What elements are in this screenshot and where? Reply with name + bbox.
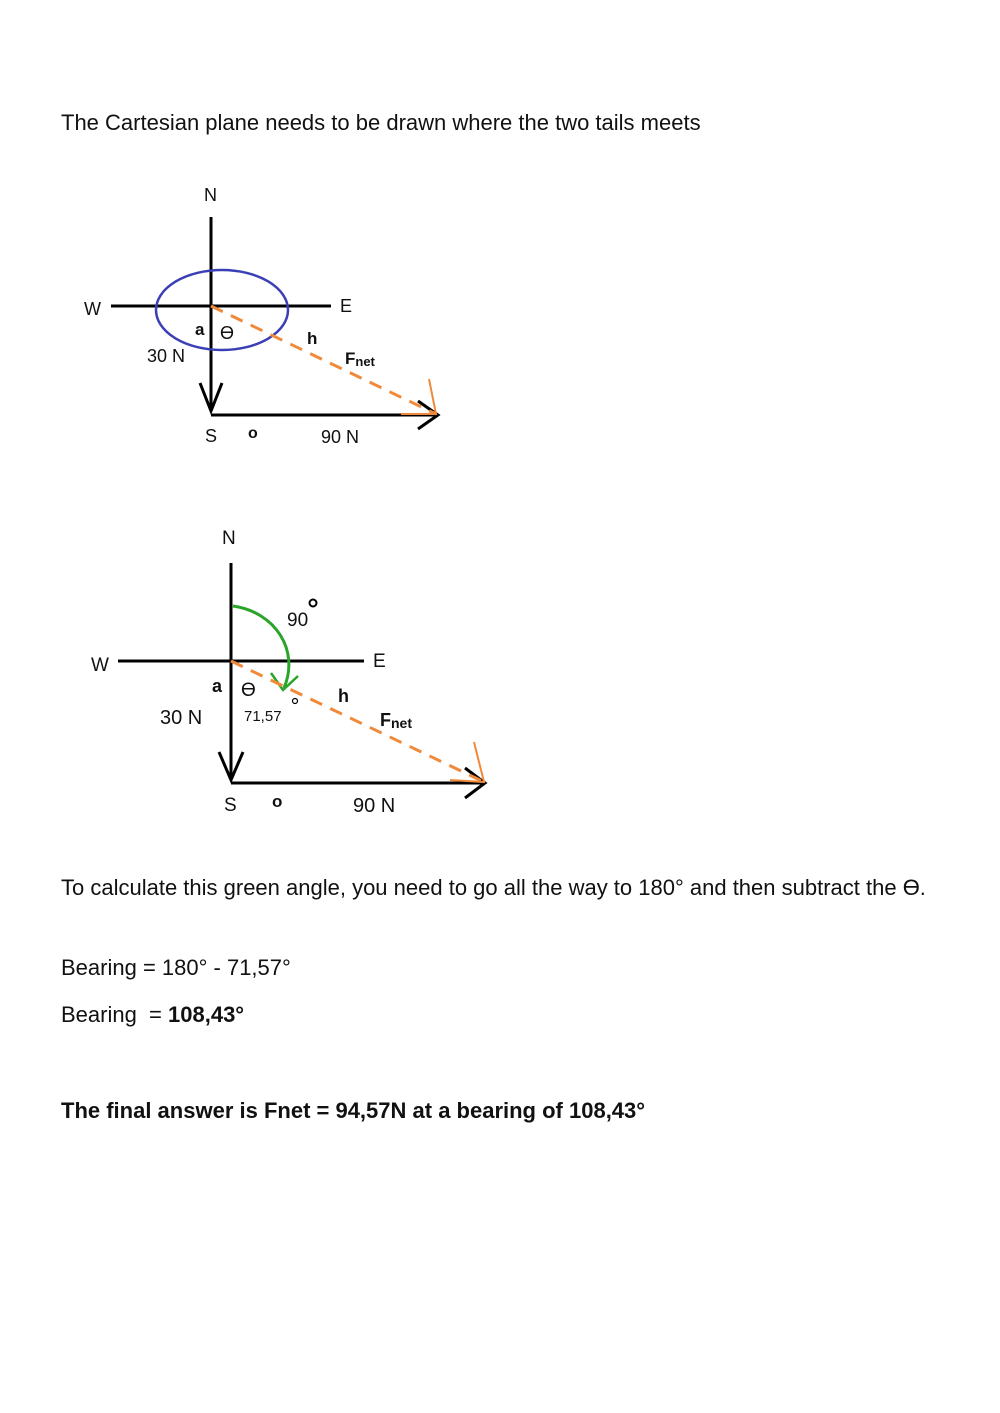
degree-mark-theta [293, 699, 298, 704]
diagram-2 [80, 520, 500, 830]
label-north: N [204, 185, 217, 205]
label-theta: ϴ [241, 680, 256, 701]
label-force-south: 30 N [147, 346, 186, 366]
label-hyp: h [307, 329, 318, 348]
label-angle-theta: 71,57 [244, 708, 282, 725]
resultant-vector [211, 306, 436, 414]
bearing-result-label: Bearing = [61, 1002, 169, 1027]
label-opp: o [272, 792, 283, 811]
label-force-east: 90 N [353, 795, 396, 817]
bearing-equation: Bearing = 180° - 71,57° [61, 955, 291, 980]
label-angle-90: 90 [287, 610, 309, 631]
diagram-1 [60, 170, 480, 470]
label-adjacent: a [212, 676, 223, 696]
label-theta: ϴ [220, 323, 235, 343]
label-force-east: 90 N [321, 427, 360, 447]
label-east: E [340, 296, 353, 316]
label-east: E [373, 651, 386, 672]
label-north: N [222, 528, 236, 549]
label-south: S [205, 426, 218, 446]
label-fnet: Fnet [345, 349, 375, 369]
bearing-result [61, 999, 244, 1030]
intro-text: The Cartesian plane needs to be drawn where the two tails meets [61, 110, 701, 135]
label-adjacent: a [195, 320, 205, 339]
label-force-south: 30 N [160, 707, 203, 729]
degree-mark-90 [310, 600, 317, 607]
resultant-arrowhead [450, 742, 484, 782]
label-fnet: Fnet [380, 710, 412, 731]
explanation-text: To calculate this green angle, you need to go all the way to 180° and then subtract the ϴ. [61, 875, 926, 900]
bearing-result-value: 108,43° [168, 1002, 245, 1027]
label-west: W [84, 299, 101, 319]
label-hyp: h [338, 686, 349, 706]
final-answer: The final answer is Fnet = 94,57N at a bearing of 108,43° [61, 1098, 646, 1123]
label-south: S [224, 795, 237, 816]
label-west: W [91, 655, 109, 676]
label-opp: o [248, 425, 258, 442]
